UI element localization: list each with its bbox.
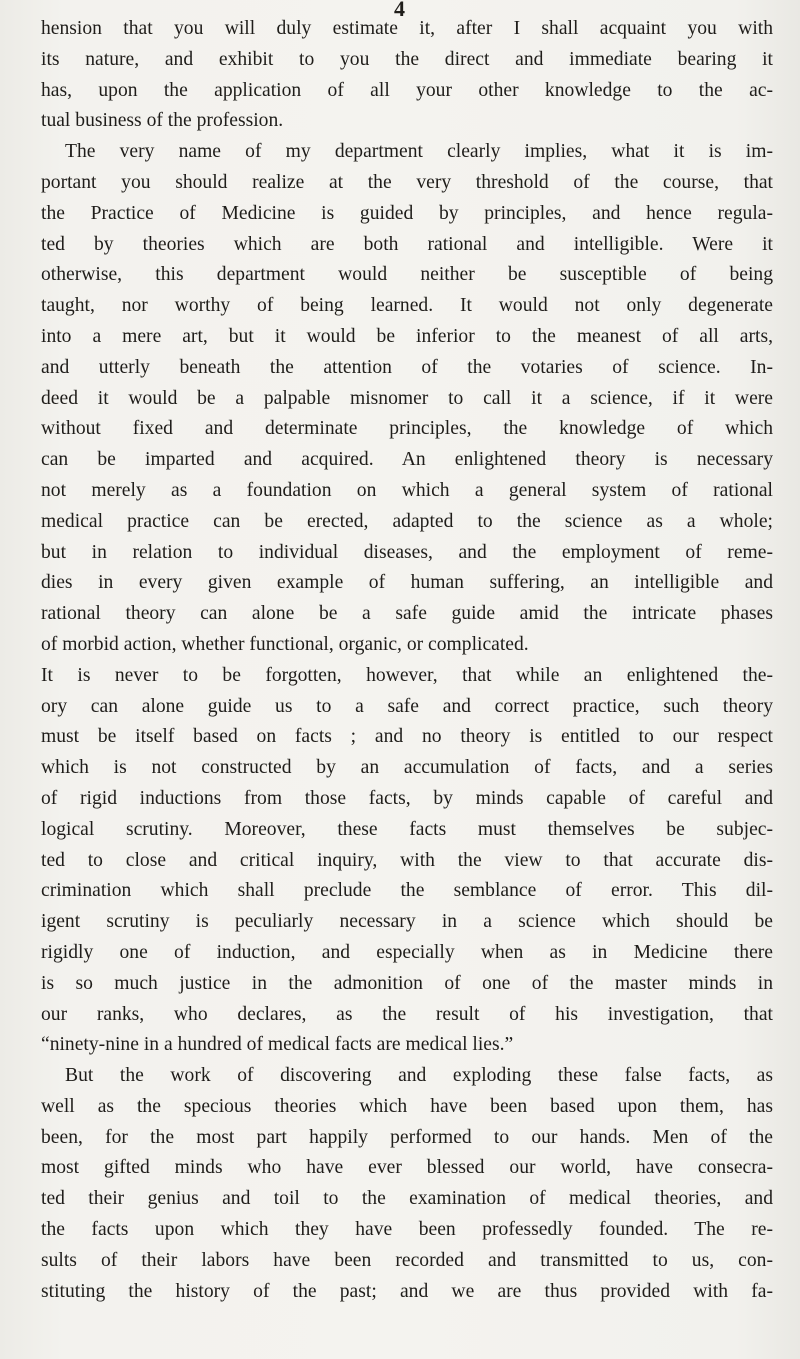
text-line: well as the specious theories which have been based upon them, has: [41, 1095, 773, 1117]
text-line: sults of their labors have been recorded and transmitted to us, con-: [41, 1249, 773, 1271]
text-line: ted to close and critical inquiry, with the view to that accurate dis-: [41, 849, 773, 871]
text-line: The very name of my department clearly implies, what it is im-: [65, 141, 773, 163]
text-line: portant you should realize at the very threshold of the course, that: [41, 171, 773, 193]
text-line: igent scrutiny is peculiarly necessary in a science which should be: [41, 911, 773, 933]
text-line: is so much justice in the admonition of one of the master minds in: [41, 972, 773, 994]
text-line: can be imparted and acquired. An enlightened theory is necessary: [41, 449, 773, 471]
body-text: [41, 14, 773, 1307]
text-line: of rigid inductions from those facts, by minds capable of careful and: [41, 787, 773, 809]
text-line: stituting the history of the past; and we are thus provided with fa-: [41, 1280, 773, 1302]
text-line: must be itself based on facts ; and no theory is entitled to our respect: [41, 726, 773, 748]
text-line: ory can alone guide us to a safe and correct practice, such theory: [41, 695, 773, 717]
text-line: taught, nor worthy of being learned. It would not only degenerate: [41, 295, 773, 317]
text-line: otherwise, this department would neither be susceptible of being: [41, 264, 773, 286]
text-line: the Practice of Medicine is guided by principles, and hence regula-: [41, 202, 773, 224]
text-line: its nature, and exhibit to you the direct and immediate bearing it: [41, 48, 773, 70]
text-line: ted their genius and toil to the examination of medical theories, and: [41, 1188, 773, 1210]
text-line: which is not constructed by an accumulation of facts, and a series: [41, 757, 773, 779]
text-line: dies in every given example of human suffering, an intelligible and: [41, 572, 773, 594]
text-line: deed it would be a palpable misnomer to call it a science, if it were: [41, 387, 773, 409]
text-line: most gifted minds who have ever blessed our world, have consecra-: [41, 1157, 773, 1179]
text-line: without fixed and determinate principles, the knowledge of which: [41, 418, 773, 440]
text-line: rigidly one of induction, and especially when as in Medicine there: [41, 941, 773, 963]
text-line: but in relation to individual diseases, and the employment of reme-: [41, 541, 773, 563]
text-line: But the work of discovering and exploding these false facts, as: [65, 1065, 773, 1087]
text-line: medical practice can be erected, adapted to the science as a whole;: [41, 510, 773, 532]
text-line: not merely as a foundation on which a general system of rational: [41, 479, 773, 501]
text-line: ted by theories which are both rational and intelligible. Were it: [41, 233, 773, 255]
text-line: the facts upon which they have been professedly founded. The re-: [41, 1219, 773, 1241]
page-number: 4: [394, 0, 405, 21]
text-line: tual business of the profession.: [41, 110, 284, 132]
text-line: hension that you will duly estimate it, after I shall acquaint you with: [41, 18, 773, 39]
text-line: and utterly beneath the attention of the votaries of science. In-: [41, 356, 773, 378]
text-line: of morbid action, whether functional, organic, or complicated.: [41, 633, 529, 655]
text-line: logical scrutiny. Moreover, these facts must themselves be subjec-: [41, 818, 773, 840]
text-line: rational theory can alone be a safe guide amid the intricate phases: [41, 603, 773, 625]
text-line: into a mere art, but it would be inferior to the meanest of all arts,: [41, 325, 773, 347]
text-line: “ninety-nine in a hundred of medical facts are medical lies.”: [41, 1034, 514, 1056]
text-line: It is never to be forgotten, however, that while an enlightened the-: [41, 664, 773, 686]
text-line: been, for the most part happily performed to our hands. Men of the: [41, 1126, 773, 1148]
text-line: crimination which shall preclude the semblance of error. This dil-: [41, 880, 773, 902]
text-line: has, upon the application of all your other knowledge to the ac-: [41, 79, 773, 101]
text-line: our ranks, who declares, as the result of his investigation, that: [41, 1003, 773, 1025]
